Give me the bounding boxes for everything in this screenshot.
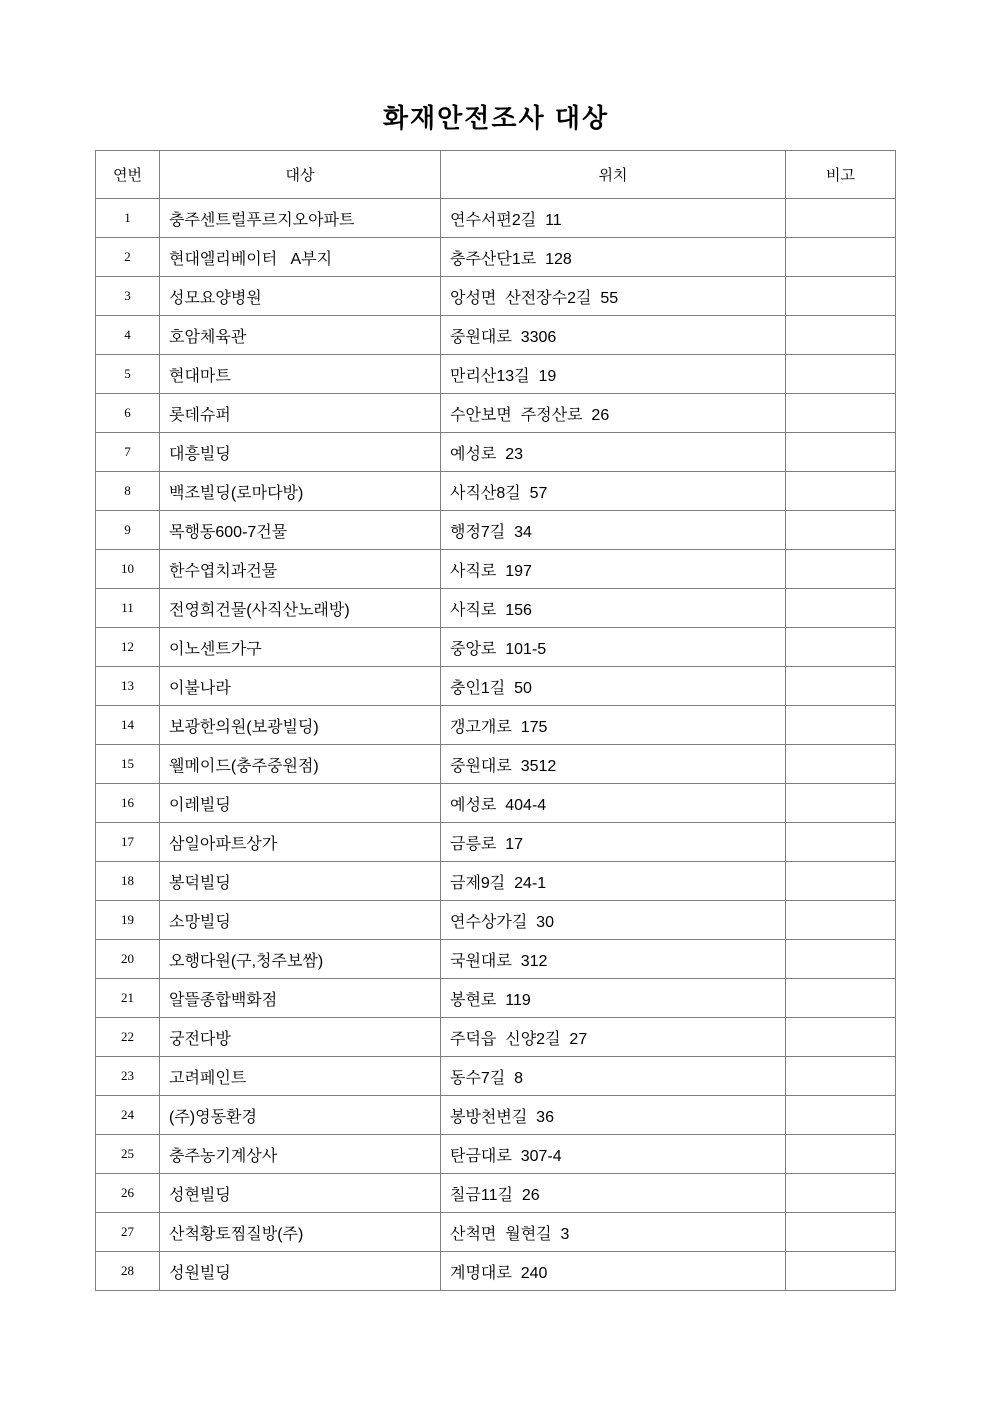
cell-location: 앙성면 산전장수2길 55 [441, 277, 786, 316]
table-row [96, 589, 896, 628]
cell-no: 17 [96, 823, 160, 862]
table-row [96, 1018, 896, 1057]
header-target: 대상 [160, 151, 441, 199]
cell-target: 오행다원(구,청주보쌈) [160, 940, 441, 979]
table-row [96, 745, 896, 784]
cell-no: 24 [96, 1096, 160, 1135]
cell-target: 궁전다방 [160, 1018, 441, 1057]
table-row [96, 394, 896, 433]
cell-location: 사직산8길 57 [441, 472, 786, 511]
cell-location: 사직로 156 [441, 589, 786, 628]
cell-location: 중앙로 101-5 [441, 628, 786, 667]
cell-note [786, 277, 896, 316]
cell-location: 산척면 월현길 3 [441, 1213, 786, 1252]
table-row [96, 667, 896, 706]
cell-location: 수안보면 주정산로 26 [441, 394, 786, 433]
cell-note [786, 1213, 896, 1252]
cell-target: 웰메이드(충주중원점) [160, 745, 441, 784]
table-row [96, 940, 896, 979]
cell-target: 보광한의원(보광빌딩) [160, 706, 441, 745]
cell-target: (주)영동환경 [160, 1096, 441, 1135]
cell-no: 12 [96, 628, 160, 667]
cell-note [786, 823, 896, 862]
table-row [96, 355, 896, 394]
cell-location: 탄금대로 307-4 [441, 1135, 786, 1174]
table-row [96, 1252, 896, 1291]
table-row [96, 628, 896, 667]
table-row [96, 511, 896, 550]
cell-note [786, 1018, 896, 1057]
cell-no: 3 [96, 277, 160, 316]
cell-target: 호암체육관 [160, 316, 441, 355]
cell-target: 백조빌딩(로마다방) [160, 472, 441, 511]
cell-no: 25 [96, 1135, 160, 1174]
table-row [96, 862, 896, 901]
cell-target: 알뜰종합백화점 [160, 979, 441, 1018]
cell-target: 현대마트 [160, 355, 441, 394]
cell-target: 현대엘리베이터 A부지 [160, 238, 441, 277]
cell-no: 14 [96, 706, 160, 745]
cell-location: 봉방천변길 36 [441, 1096, 786, 1135]
cell-target: 이노센트가구 [160, 628, 441, 667]
cell-target: 한수엽치과건물 [160, 550, 441, 589]
table-row [96, 238, 896, 277]
cell-note [786, 1096, 896, 1135]
cell-no: 23 [96, 1057, 160, 1096]
cell-location: 갱고개로 175 [441, 706, 786, 745]
cell-no: 15 [96, 745, 160, 784]
cell-note [786, 862, 896, 901]
cell-location: 국원대로 312 [441, 940, 786, 979]
cell-note [786, 745, 896, 784]
table-row [96, 1213, 896, 1252]
cell-location: 충주산단1로 128 [441, 238, 786, 277]
table-row [96, 901, 896, 940]
cell-no: 8 [96, 472, 160, 511]
cell-target: 소망빌딩 [160, 901, 441, 940]
cell-note [786, 238, 896, 277]
table-header [96, 151, 896, 199]
cell-target: 대흥빌딩 [160, 433, 441, 472]
cell-no: 10 [96, 550, 160, 589]
header-note: 비고 [786, 151, 896, 199]
cell-no: 20 [96, 940, 160, 979]
table-row [96, 550, 896, 589]
cell-no: 4 [96, 316, 160, 355]
table-row [96, 1135, 896, 1174]
table-row [96, 979, 896, 1018]
cell-location: 사직로 197 [441, 550, 786, 589]
cell-no: 1 [96, 199, 160, 238]
header-row [96, 151, 896, 199]
cell-no: 27 [96, 1213, 160, 1252]
cell-target: 성원빌딩 [160, 1252, 441, 1291]
cell-note [786, 1174, 896, 1213]
cell-no: 9 [96, 511, 160, 550]
cell-location: 연수상가길 30 [441, 901, 786, 940]
cell-target: 충주농기계상사 [160, 1135, 441, 1174]
cell-target: 성현빌딩 [160, 1174, 441, 1213]
cell-note [786, 355, 896, 394]
cell-target: 봉덕빌딩 [160, 862, 441, 901]
cell-note [786, 667, 896, 706]
cell-no: 5 [96, 355, 160, 394]
cell-target: 이레빌딩 [160, 784, 441, 823]
cell-target: 산척황토찜질방(주) [160, 1213, 441, 1252]
cell-location: 연수서편2길 11 [441, 199, 786, 238]
cell-target: 성모요양병원 [160, 277, 441, 316]
cell-target: 목행동600-7건물 [160, 511, 441, 550]
cell-location: 봉현로 119 [441, 979, 786, 1018]
cell-location: 칠금11길 26 [441, 1174, 786, 1213]
cell-location: 예성로 23 [441, 433, 786, 472]
cell-location: 만리산13길 19 [441, 355, 786, 394]
cell-note [786, 1135, 896, 1174]
cell-location: 행정7길 34 [441, 511, 786, 550]
cell-note [786, 901, 896, 940]
cell-note [786, 199, 896, 238]
cell-location: 중원대로 3512 [441, 745, 786, 784]
cell-no: 26 [96, 1174, 160, 1213]
table-row [96, 784, 896, 823]
table-row [96, 823, 896, 862]
cell-note [786, 784, 896, 823]
cell-no: 19 [96, 901, 160, 940]
page-title: 화재안전조사 대상 [382, 103, 610, 133]
table-body [96, 199, 896, 1291]
cell-note [786, 706, 896, 745]
table-row [96, 1174, 896, 1213]
cell-no: 21 [96, 979, 160, 1018]
cell-no: 6 [96, 394, 160, 433]
cell-note [786, 979, 896, 1018]
cell-target: 삼일아파트상가 [160, 823, 441, 862]
table-row [96, 199, 896, 238]
cell-note [786, 550, 896, 589]
cell-note [786, 511, 896, 550]
cell-note [786, 433, 896, 472]
table-row [96, 706, 896, 745]
cell-location: 주덕읍 신양2길 27 [441, 1018, 786, 1057]
cell-target: 이불나라 [160, 667, 441, 706]
cell-location: 동수7길 8 [441, 1057, 786, 1096]
table-row [96, 316, 896, 355]
table-row [96, 1096, 896, 1135]
table-row [96, 472, 896, 511]
cell-target: 충주센트럴푸르지오아파트 [160, 199, 441, 238]
table-row [96, 433, 896, 472]
cell-location: 예성로 404-4 [441, 784, 786, 823]
cell-no: 11 [96, 589, 160, 628]
cell-target: 롯데슈퍼 [160, 394, 441, 433]
cell-location: 중원대로 3306 [441, 316, 786, 355]
cell-no: 22 [96, 1018, 160, 1057]
cell-location: 계명대로 240 [441, 1252, 786, 1291]
cell-no: 18 [96, 862, 160, 901]
table-row [96, 1057, 896, 1096]
cell-note [786, 589, 896, 628]
cell-target: 전영희건물(사직산노래방) [160, 589, 441, 628]
table-row [96, 277, 896, 316]
header-no: 연번 [96, 151, 160, 199]
cell-no: 16 [96, 784, 160, 823]
cell-note [786, 1252, 896, 1291]
cell-note [786, 394, 896, 433]
cell-location: 충인1길 50 [441, 667, 786, 706]
cell-location: 금제9길 24-1 [441, 862, 786, 901]
cell-no: 7 [96, 433, 160, 472]
cell-target: 고려페인트 [160, 1057, 441, 1096]
cell-note [786, 1057, 896, 1096]
cell-note [786, 940, 896, 979]
inspection-table [95, 150, 896, 1291]
header-location: 위치 [441, 151, 786, 199]
cell-no: 28 [96, 1252, 160, 1291]
cell-note [786, 472, 896, 511]
cell-note [786, 316, 896, 355]
cell-note [786, 628, 896, 667]
cell-location: 금릉로 17 [441, 823, 786, 862]
cell-no: 13 [96, 667, 160, 706]
cell-no: 2 [96, 238, 160, 277]
